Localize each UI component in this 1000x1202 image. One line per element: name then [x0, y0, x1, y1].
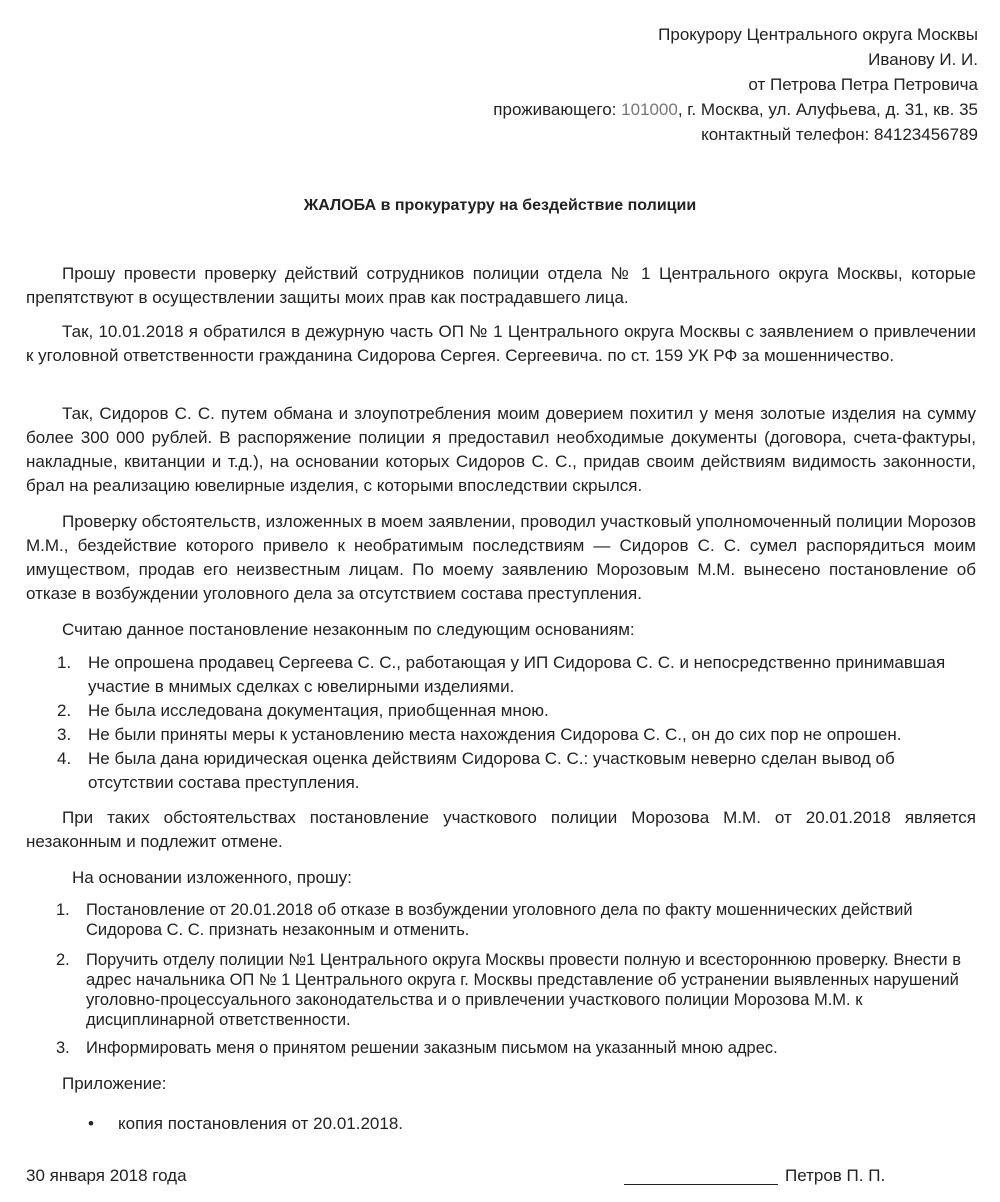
paragraph-request: Прошу провести проверку действий сотрудников полиции отдела № 1 Центрального округа Москвы, которые препятствуют в осуществлении защиты моих прав как пострадавшего лица.: [26, 264, 976, 307]
bullet-icon: •: [88, 1114, 94, 1133]
sender-address: проживающего: 101000, г. Москва, ул. Алуфьева, д. 31, кв. 35: [493, 100, 978, 119]
paragraph-grounds-intro: Считаю данное постановление незаконным по следующим основаниям:: [62, 620, 635, 639]
addressee-to: Прокурору Центрального округа Москвы: [658, 25, 978, 44]
document-date: 30 января 2018 года: [26, 1166, 187, 1185]
grounds-item: 4. Не была дана юридическая оценка действиям Сидорова С. С.: участковым неверно сделан вывод об отсутствии состава преступления.: [57, 749, 895, 792]
document-title: ЖАЛОБА в прокуратуру на бездействие полиции: [303, 197, 697, 214]
paragraph-fraud: Так, Сидоров С. С. путем обмана и злоупотребления моим доверием похитил у меня золотые изделия на сумму более 300 000 рублей. В распоряжение полиции я предоставил необходимые документы (договора, счета-фактуры, накладные, квитанции и т.д.), на основании которых Сидоров С. С., придав своим действиям видимость законности, брал на реализацию ювелирные изделия, с которыми впоследствии скрылся.: [26, 404, 976, 495]
grounds-item: 3. Не были приняты меры к установлению места нахождения Сидорова С. С., он до сих пор не опрошен.: [57, 725, 902, 744]
addressee-name: Иванову И. И.: [868, 50, 978, 69]
paragraph-conclusion: При таких обстоятельствах постановление участкового полиции Морозова М.М. от 20.01.2018 является незаконным и подлежит отмене.: [26, 808, 976, 851]
signature-line: [624, 1184, 778, 1185]
paragraph-inaction: Проверку обстоятельств, изложенных в моем заявлении, проводил участковый уполномоченный полиции Морозов М.М., бездействие которого привело к необратимым последствиям — Сидоров С. С. сумел распорядиться моим имуществом, продав его неизвестным лицам. По моему заявлению Морозовым М.М. вынесено постановление об отказе в возбуждении уголовного дела за отсутствием состава преступления.: [26, 512, 976, 603]
attachment-item: • копия постановления от 20.01.2018.: [88, 1112, 403, 1136]
request-intro: На основании изложенного, прошу:: [72, 868, 352, 887]
sender-name: от Петрова Петра Петровича: [748, 75, 978, 94]
postal-code: 101000: [621, 100, 678, 119]
request-item: 3. Информировать меня о принятом решении заказным письмом на указанный мною адрес.: [56, 1039, 778, 1057]
grounds-item: 1. Не опрошена продавец Сергеева С. С., работающая у ИП Сидорова С. С. и непосредственно принимавшая участие в мнимых сделках с ювелирными изделиями.: [57, 653, 946, 696]
signature-name: Петров П. П.: [785, 1166, 886, 1185]
request-item: 2. Поручить отделу полиции №1 Центрального округа Москвы провести полную и всестороннюю проверку. Внести в адрес начальника ОП № 1 Центрального округа г. Москвы представление об устранении выявленных нарушений уголовно-процессуального законодательства и о привлечении участкового полиции Морозова М.М. к дисциплинарной ответственности.: [56, 951, 961, 1029]
sender-phone: контактный телефон: 84123456789: [701, 125, 978, 144]
addressee-block: [493, 22, 978, 147]
paragraph-appeal: Так, 10.01.2018 я обратился в дежурную часть ОП № 1 Центрального округа Москвы с заявлением о привлечении к уголовной ответственности гражданина Сидорова Сергея. Сергеевича. по ст. 159 УК РФ за мошенничество.: [26, 322, 976, 365]
attachment-label: Приложение:: [62, 1074, 167, 1093]
grounds-item: 2. Не была исследована документация, приобщенная мною.: [57, 701, 549, 720]
request-item: 1. Постановление от 20.01.2018 об отказе в возбуждении уголовного дела по факту мошеннических действий Сидорова С. С. признать незаконным и отменить.: [56, 901, 913, 939]
